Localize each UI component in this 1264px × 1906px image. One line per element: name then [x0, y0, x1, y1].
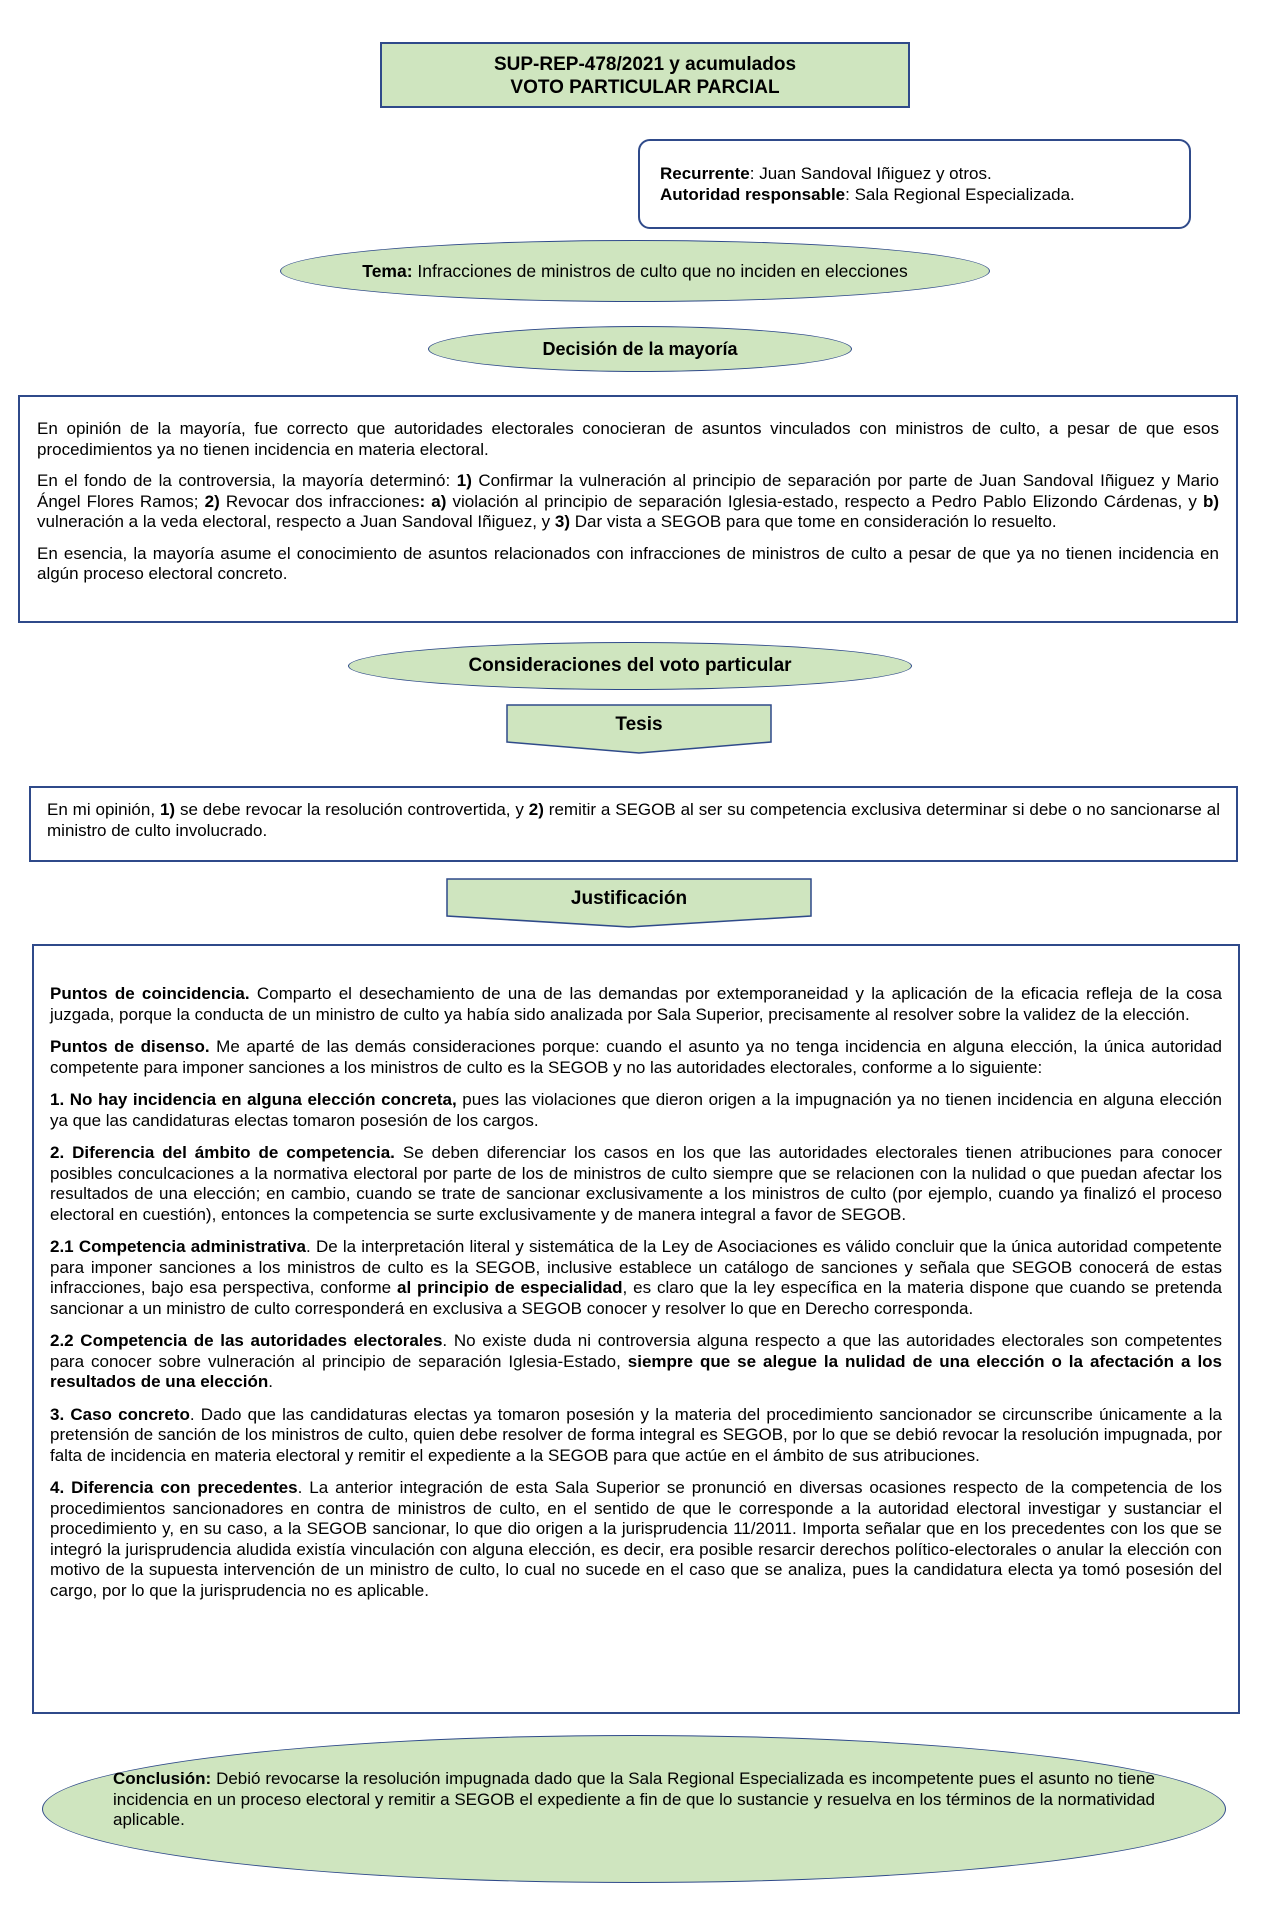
justificacion-box — [32, 944, 1240, 1714]
coincidencia-paragraph: Puntos de coincidencia. Comparto el desechamiento de una de las demandas por extemporaneidad y la aplicación de la eficacia refleja de la cosa juzgada, porque la conducta de un ministro de culto ya había sido analizada por Sala Superior, precisamente al resolver sobre la validez de la elección. — [50, 984, 1222, 1024]
parties-box — [638, 139, 1191, 229]
disenso-paragraph: Puntos de disenso. Me aparté de las demás consideraciones porque: cuando el asunto ya no tenga incidencia en alguna elección, la única autoridad competente para imponer sanciones a los ministros de culto es la SEGOB y no las autoridades electorales, conforme a lo siguiente: — [50, 1037, 1223, 1077]
tema-label: Tema: — [362, 260, 413, 281]
autoridad-value: : Sala Regional Especializada. — [845, 185, 1075, 204]
point-4-paragraph: 4. Diferencia con precedentes. La anterior integración de esta Sala Superior se pronunció en diversas ocasiones respecto de la competencia de los procedimientos sancionadores en contra de ministros de culto, en el sentido de que le corresponde a la autoridad electoral investigar y sustanciar el procedimiento y, en su caso, a la SEGOB sancionar, lo que dio origen a la jurisprudencia 11/2011. Importa señalar que en los precedentes con los que se integró la jurisprudencia aludida existía vinculación con alguna elección, es decir, era posible resarcir derechos político-electorales o anular la elección con motivo de la supuesta intervención de un ministro de culto, lo cual no sucede en el caso que se analiza, pues la candidatura electa ya tomó posesión del cargo, por lo que la jurisprudencia no es aplicable. — [50, 1478, 1222, 1600]
consideraciones-ellipse — [348, 642, 912, 690]
point-3-paragraph: 3. Caso concreto. Dado que las candidaturas electas ya tomaron posesión y la materia del procedimiento sancionador se circunscribe únicamente a la pretensión de sanción de los ministros de culto, quien debe resolver de forma integral es SEGOB, por lo que se debió revocar la resolución impugnada, por falta de incidencia en materia electoral y remitir el expediente a la SEGOB para que actúe en el ámbito de sus atribuciones. — [50, 1404, 1222, 1465]
recurrente-line — [660, 163, 1189, 184]
recurrente-value: : Juan Sandoval Iñiguez y otros. — [749, 164, 992, 183]
recurrente-label: Recurrente — [660, 164, 750, 183]
conclusion-ellipse — [42, 1735, 1226, 1883]
justificacion-title: Justificación — [570, 888, 688, 909]
point-2-1-paragraph: 2.1 Competencia administrativa. De la interpretación literal y sistemática de la Ley de Asociaciones es válido concluir que la única autoridad competente para imponer sanciones a los ministros de culto es la SEGOB, inclusive establece un catálogo de sanciones y señala que SEGOB conocerá de estas infracciones, bajo esa perspectiva, conforme al principio de especialidad, es claro que la ley específica en la materia dispone que cuando se pretenda sancionar a un ministro de culto corresponderá en exclusiva a SEGOB conocer y resolver lo que en Derecho corresponda. — [50, 1237, 1223, 1318]
document-header — [380, 42, 910, 108]
autoridad-label: Autoridad responsable — [660, 185, 846, 204]
tesis-label-shape — [506, 704, 772, 754]
decision-paragraph-3: En esencia, la mayoría asume el conocimiento de asuntos relacionados con infracciones de ministros de culto a pesar de que ya no tienen incidencia en algún proceso electoral concreto. — [37, 543, 1219, 583]
decision-title-ellipse — [428, 326, 852, 372]
conclusion-text: Conclusión: Debió revocarse la resolución impugnada dado que la Sala Regional Especializada es incompetente pues el asunto no tiene incidencia en un proceso electoral y remitir a SEGOB el expediente a fin de que lo sustancie y resuelva en los términos de la normatividad aplicable. — [113, 1769, 1155, 1829]
tesis-title: Tesis — [615, 714, 663, 735]
decision-box — [18, 395, 1238, 623]
point-2-paragraph: 2. Diferencia del ámbito de competencia. Se deben diferenciar los casos en los que las autoridades electorales tienen atribuciones para conocer posibles conculcaciones a la normativa electoral por parte de los de ministros de culto siempre que se relacionen con la nulidad o que puedan afectar los resultados de una elección; en cambio, cuando se trate de sancionar exclusivamente a los ministros de culto (por ejemplo, cuando ya finalizó el proceso electoral en cuestión), entonces la competencia se surte exclusivamente y de manera integral a favor de SEGOB. — [50, 1143, 1222, 1224]
tema-ellipse — [280, 240, 990, 302]
decision-paragraph-1: En opinión de la mayoría, fue correcto que autoridades electorales conocieran de asuntos vinculados con ministros de culto, a pesar de que esos procedimientos ya no tienen incidencia en materia electoral. — [37, 419, 1219, 459]
point-1-paragraph: 1. No hay incidencia en alguna elección concreta, pues las violaciones que dieron origen a la impugnación ya no tienen incidencia en alguna elección ya que las candidaturas electas tomaron posesión de los cargos. — [50, 1090, 1222, 1130]
justificacion-label-shape — [446, 878, 812, 928]
tesis-box — [29, 786, 1238, 862]
decision-title: Decisión de la mayoría — [542, 338, 738, 359]
decision-paragraph-2: En el fondo de la controversia, la mayoría determinó: 1) Confirmar la vulneración al principio de separación por parte de Juan Sandoval Iñiguez y Mario Ángel Flores Ramos; 2) Revocar dos infracciones: a) violación al principio de separación Iglesia-estado, respecto a Pedro Pablo Elizondo Cárdenas, y b) vulneración a la veda electoral, respecto a Juan Sandoval Iñiguez, y 3) Dar vista a SEGOB para que tome en consideración lo resuelto. — [37, 471, 1220, 531]
consideraciones-title: Consideraciones del voto particular — [468, 655, 792, 676]
point-2-2-paragraph: 2.2 Competencia de las autoridades electorales. No existe duda ni controversia alguna respecto a que las autoridades electorales son competentes para conocer sobre vulneración al principio de separación Iglesia-Estado, siempre que se alegue la nulidad de una elección o la afectación a los resultados de una elección. — [50, 1331, 1223, 1391]
tesis-text: En mi opinión, 1) se debe revocar la resolución controvertida, y 2) remitir a SEGOB al ser su competencia exclusiva determinar si debe o no sancionarse al ministro de culto involucrado. — [47, 800, 1221, 840]
document-type: VOTO PARTICULAR PARCIAL — [510, 77, 780, 98]
case-number: SUP-REP-478/2021 y acumulados — [493, 54, 797, 75]
tema-text: Infracciones de ministros de culto que no inciden en elecciones — [412, 260, 908, 281]
autoridad-line — [660, 184, 1189, 205]
